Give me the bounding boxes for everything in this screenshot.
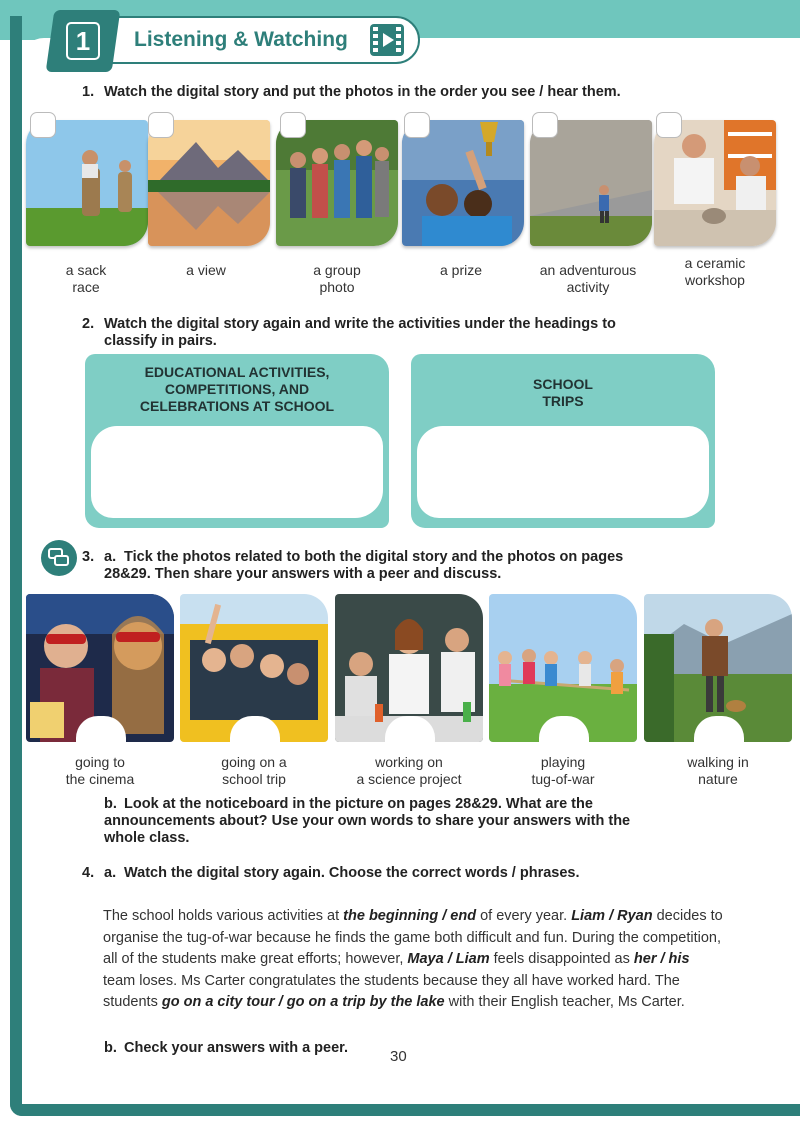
category-heading-school-trips: SCHOOL TRIPS	[533, 376, 593, 409]
order-box-3[interactable]	[280, 112, 306, 138]
photo-prize	[402, 120, 524, 246]
choice-3[interactable]: Maya / Liam	[407, 951, 490, 967]
category-box-educational	[85, 354, 389, 528]
order-box-2[interactable]	[148, 112, 174, 138]
photo-group	[276, 120, 398, 246]
order-box-6[interactable]	[656, 112, 682, 138]
page-frame-bottom	[10, 1104, 800, 1116]
photo-adventurous-activity	[530, 120, 652, 246]
question-1: 1. Watch the digital story and put the photos in the order you see / hear them.	[82, 84, 621, 100]
order-box-1[interactable]	[30, 112, 56, 138]
pair-discussion-icon	[41, 540, 77, 576]
caption-view: a view	[186, 262, 226, 278]
caption-tug-of-war: playing tug-of-war	[531, 754, 595, 787]
question-4b: b. Check your answers with a peer.	[104, 1040, 349, 1056]
photo-sack-race	[26, 120, 148, 246]
question-3a: 3. a. Tick the photos related to both the digital story and the photos on pages 28&29. Then share your answers with a peer and discuss.	[82, 549, 624, 582]
caption-school-trip: going on a school trip	[221, 754, 287, 787]
choice-1[interactable]: the beginning / end	[343, 908, 477, 924]
caption-science-project: working on a science project	[356, 754, 462, 787]
question-2: 2. Watch the digital story again and write the activities under the headings to classify in pairs.	[82, 316, 616, 349]
video-play-icon	[370, 24, 404, 56]
choice-2[interactable]: Liam / Ryan	[571, 908, 653, 924]
page-frame-left	[10, 16, 22, 1116]
unit-number: 1	[66, 22, 100, 60]
question-3b: b. Look at the noticeboard in the picture on pages 28&29. What are the announcements about? Use your own words to share your answers with the whole class.	[104, 796, 631, 846]
caption-sack-race: a sack race	[65, 262, 107, 295]
caption-ceramic-workshop: a ceramic workshop	[684, 255, 746, 288]
choice-5[interactable]: go on a city tour / go on a trip by the lake	[161, 994, 445, 1010]
photo-view	[148, 120, 270, 246]
choice-4[interactable]: her / his	[633, 951, 690, 967]
caption-cinema: going to the cinema	[65, 754, 135, 787]
order-box-5[interactable]	[532, 112, 558, 138]
section-title: Listening & Watching	[134, 28, 348, 51]
page-number: 30	[390, 1048, 407, 1065]
answer-area-school-trips[interactable]	[417, 426, 709, 518]
caption-group-photo: a group photo	[313, 262, 361, 295]
answer-area-educational[interactable]	[91, 426, 383, 518]
caption-prize: a prize	[439, 262, 483, 278]
caption-walking-in-nature: walking in nature	[687, 754, 749, 787]
story-paragraph: The school holds various activities at the beginning / end of every year. Liam / Ryan decides to organise the tug-of-war because he finds the game both difficult and fun. During the competition, all of the students make great efforts; however, Maya / Liam feels disappointed as her / his team loses. Ms Carter congratulates the students because they all have worked hard. The students go on a city tour / go on a trip by the lake with their English teacher, Ms Carter.	[103, 908, 723, 1010]
category-box-school-trips	[411, 354, 715, 528]
caption-adventurous-activity: an adventurous activity	[539, 262, 637, 295]
photo-ceramic-workshop	[654, 120, 776, 246]
category-heading-educational: EDUCATIONAL ACTIVITIES, COMPETITIONS, AND CELEBRATIONS AT SCHOOL	[139, 364, 335, 414]
order-box-4[interactable]	[404, 112, 430, 138]
unit-badge	[46, 10, 121, 72]
question-4a: 4. a. Watch the digital story again. Choose the correct words / phrases.	[82, 865, 580, 881]
